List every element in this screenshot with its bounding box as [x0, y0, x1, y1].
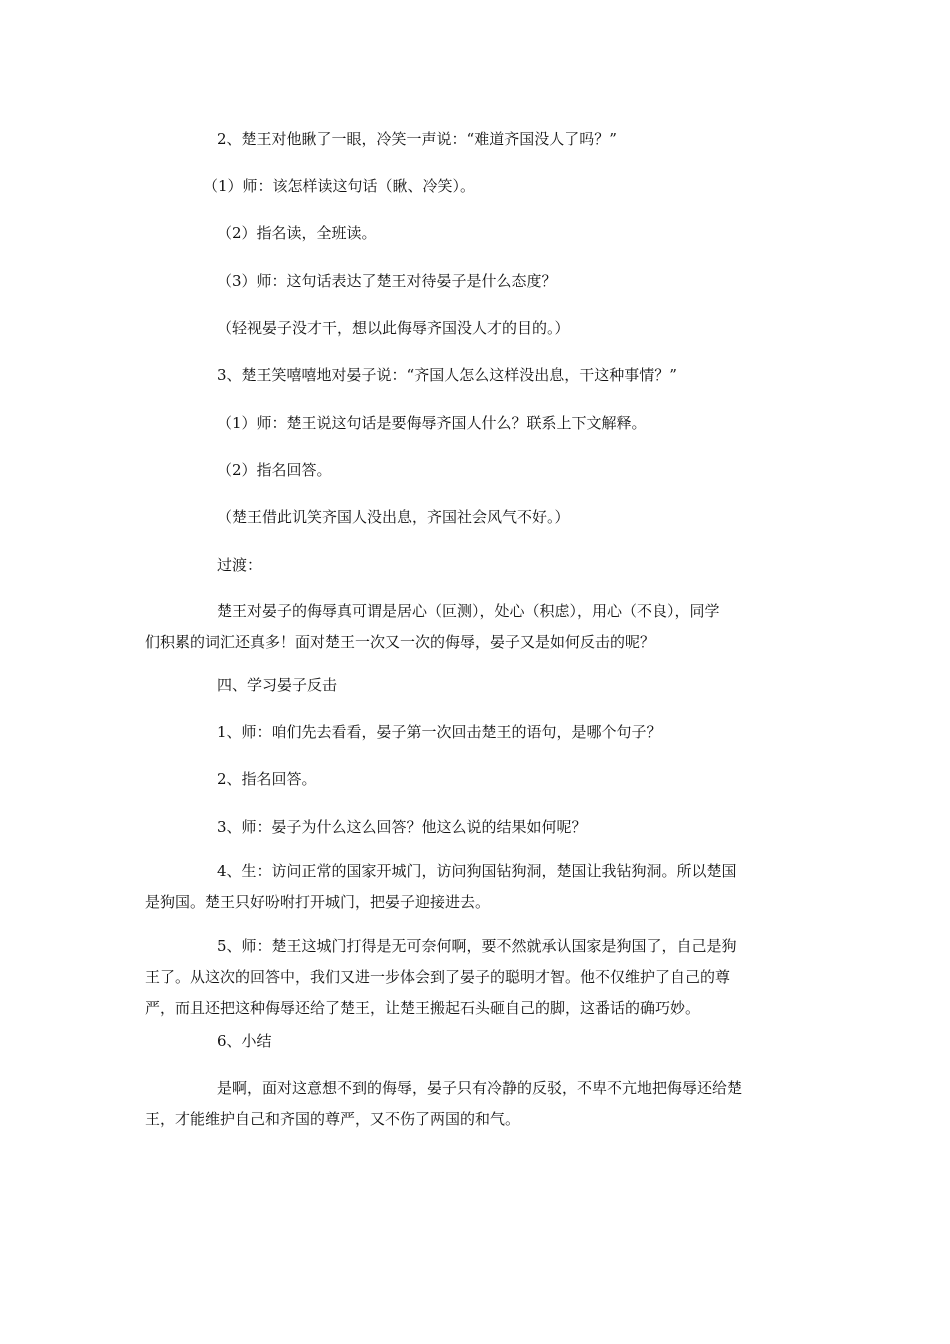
- transition-label: 过渡：: [217, 556, 263, 574]
- summary-paragraph: [145, 1073, 813, 1135]
- sub-item-2: （2）指名读，全班读。: [217, 224, 377, 242]
- transition-paragraph: [145, 596, 813, 658]
- paragraph-line: 5、师：楚王这城门打得是无可奈何啊，要不然就承认国家是狗国了，自己是狗: [217, 937, 737, 955]
- paragraph-line: 严，而且还把这种侮辱还给了楚王，让楚王搬起石头砸自己的脚，这番话的确巧妙。: [145, 999, 701, 1017]
- section-heading: 四、学习晏子反击: [217, 676, 338, 694]
- paragraph-line: 们积累的词汇还真多！面对楚王一次又一次的侮辱，晏子又是如何反击的呢？: [145, 633, 656, 651]
- sub-item-1: （1）师：该怎样读这句话（瞅、冷笑）。: [203, 177, 476, 195]
- answer-note: （轻视晏子没才干，想以此侮辱齐国没人才的目的。）: [217, 319, 570, 337]
- step-6-heading: 6、小结: [217, 1032, 272, 1050]
- paragraph-line: 王，才能维护自己和齐国的尊严，又不伤了两国的和气。: [145, 1110, 521, 1128]
- step-4-paragraph: [145, 856, 813, 918]
- sub-item-2: （2）指名回答。: [217, 461, 332, 479]
- paragraph-line: 楚王对晏子的侮辱真可谓是居心（叵测），处心（积虑），用心（不良），同学: [217, 602, 720, 620]
- step-1: 1、师：咱们先去看看，晏子第一次回击楚王的语句，是哪个句子？: [217, 723, 662, 741]
- item-3-heading: 3、楚王笑嘻嘻地对晏子说：“齐国人怎么这样没出息，干这种事情？”: [217, 366, 677, 384]
- item-2-heading: 2、楚王对他瞅了一眼，冷笑一声说：“难道齐国没人了吗？”: [217, 130, 617, 148]
- paragraph-line: 王了。从这次的回答中，我们又进一步体会到了晏子的聪明才智。他不仅维护了自己的尊: [145, 968, 731, 986]
- step-2: 2、指名回答。: [217, 770, 317, 788]
- step-5-paragraph: [145, 931, 813, 1024]
- sub-item-1: （1）师：楚王说这句话是要侮辱齐国人什么？联系上下文解释。: [217, 414, 647, 432]
- answer-note: （楚王借此讥笑齐国人没出息，齐国社会风气不好。）: [217, 508, 570, 526]
- step-3: 3、师：晏子为什么这么回答？他这么说的结果如何呢？: [217, 818, 587, 836]
- paragraph-line: 4、生：访问正常的国家开城门，访问狗国钻狗洞，楚国让我钻狗洞。所以楚国: [217, 862, 737, 880]
- paragraph-line: 是啊，面对这意想不到的侮辱，晏子只有冷静的反驳，不卑不亢地把侮辱还给楚: [217, 1079, 743, 1097]
- sub-item-3: （3）师：这句话表达了楚王对待晏子是什么态度？: [217, 272, 557, 290]
- paragraph-line: 是狗国。楚王只好吩咐打开城门，把晏子迎接进去。: [145, 893, 491, 911]
